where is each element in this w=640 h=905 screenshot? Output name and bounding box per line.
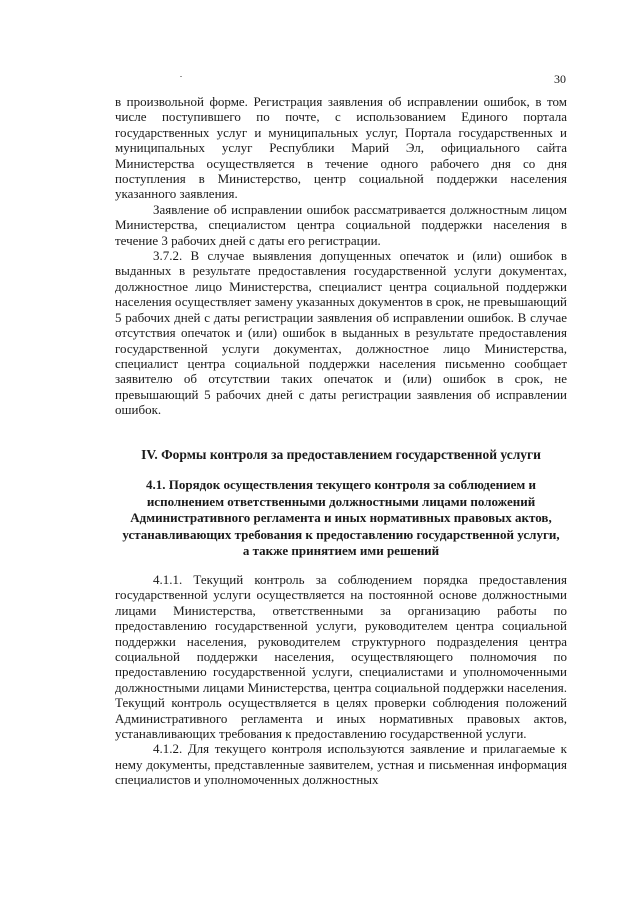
paragraph-4-1-1: 4.1.1. Текущий контроль за соблюдением порядка предоставления государственной услуги осуществляется на постоянной основе должностными лицами Министерства, ответственными за организацию работы по предоставлению государственной услуги, руководителем центра социальной поддержки населения, руководителем структурного подразделения центра социальной поддержки населения, осуществляющего полномочия по предоставлению государственной услуги, специалистами и уполномоченными должностными лицами Министерства, центра социальной поддержки населения. Текущий контроль осуществляется в целях проверки соблюдения положений Административного регламента и иных нормативных правовых актов, устанавливающих требования к предоставлению государственной услуги. [115, 572, 567, 742]
paragraph-4-1-2: 4.1.2. Для текущего контроля используются заявление и прилагаемые к нему документы, представленные заявителем, устная и письменная информация специалистов и уполномоченных должностных [115, 741, 567, 788]
scan-mark [180, 76, 182, 77]
paragraph-review-period: Заявление об исправлении ошибок рассматривается должностным лицом Министерства, специалистом центра социальной поддержки населения в течение 3 рабочих дней с даты его регистрации. [115, 201, 567, 248]
section-heading: IV. Формы контроля за предоставлением государственной услуги [141, 447, 541, 462]
page-number: 30 [554, 72, 566, 86]
body-text-top [115, 94, 567, 418]
paragraph-registration: в произвольной форме. Регистрация заявления об исправлении ошибок, в том числе поступившего по почте, с использованием Единого портала государственных услуг и муниципальных услуг, Портала государственных и муниципальных услуг Республики Марий Эл, официального сайта Министерства осуществляется в течение одного рабочего дня со дня поступления в Министерство, центр социальной поддержки населения указанного заявления. [115, 94, 567, 202]
paragraph-3-7-2: 3.7.2. В случае выявления допущенных опечаток и (или) ошибок в выданных в результате предоставления государственной услуги документах, должностное лицо Министерства, специалист центра социальной поддержки населения осуществляет замену указанных документов в срок, не превышающий 5 рабочих дней с даты регистрации заявления об исправлении ошибок. В случае отсутствия опечаток и (или) ошибок в выданных в результате предоставления государственной услуги документах, должностное лицо Министерства, специалист центра социальной поддержки населения письменно сообщает заявителю об отсутствии таких опечаток и (или) ошибок в срок, не превышающий 5 рабочих дней с даты регистрации заявления об исправлении ошибок. [115, 248, 567, 418]
subsection-heading: 4.1. Порядок осуществления текущего контроля за соблюдением и исполнением ответственными должностными лицами положений Административного регламента и иных нормативных правовых актов, устанавливающих требования к предоставлению государственной услуги, а также принятием ими решений [122, 477, 560, 559]
body-text-bottom [115, 572, 567, 788]
